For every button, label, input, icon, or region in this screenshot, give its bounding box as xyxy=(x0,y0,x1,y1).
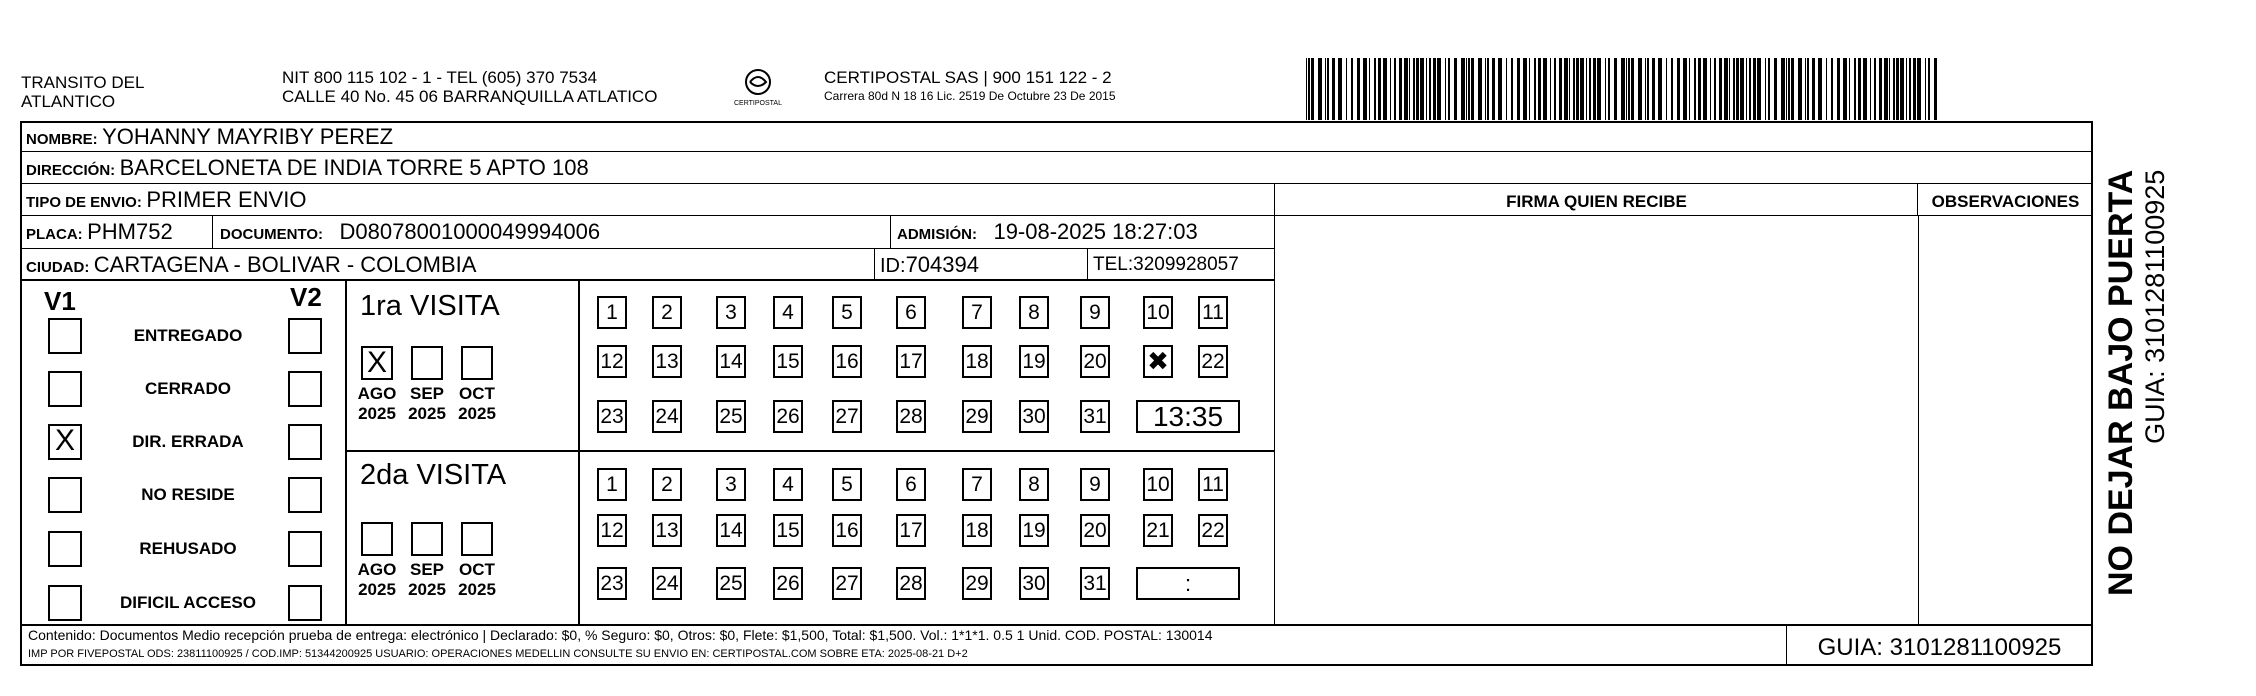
year-label: 2025 xyxy=(408,404,446,423)
barcode-bar xyxy=(1363,58,1367,120)
barcode-bar xyxy=(1569,58,1570,120)
barcode-bar xyxy=(1306,58,1307,120)
barcode-bar xyxy=(1308,58,1310,120)
barcode-bar xyxy=(1369,58,1370,120)
day-box[interactable]: 15 xyxy=(773,514,803,547)
month-checkbox[interactable] xyxy=(411,522,443,556)
barcode-bar xyxy=(1736,58,1739,120)
day-box[interactable]: 18 xyxy=(962,345,992,378)
day-box[interactable]: 2 xyxy=(652,296,682,329)
barcode-bar xyxy=(1889,58,1890,120)
id-label: ID: xyxy=(880,255,906,277)
barcode-bar xyxy=(1677,58,1680,120)
barcode-bar xyxy=(1416,58,1419,120)
carrier-logo xyxy=(728,68,788,112)
barcode-bar xyxy=(1917,58,1921,120)
admission-divider xyxy=(890,216,891,249)
barcode-bar xyxy=(1928,58,1930,120)
barcode-bar xyxy=(1550,58,1551,120)
name-label: NOMBRE: xyxy=(26,131,98,148)
status-label: ENTREGADO xyxy=(133,326,243,345)
barcode-bar xyxy=(1409,58,1410,120)
day-box[interactable]: 24 xyxy=(652,567,682,600)
barcode xyxy=(1306,58,1942,120)
barcode-bar xyxy=(1523,58,1527,120)
day-box[interactable]: 9 xyxy=(1080,296,1110,329)
barcode-bar xyxy=(1749,58,1751,120)
barcode-bar xyxy=(1445,58,1446,120)
day-box[interactable]: 10 xyxy=(1143,468,1173,501)
tel-field xyxy=(1093,254,1239,276)
day-box[interactable]: 13 xyxy=(652,345,682,378)
day-box[interactable]: 31 xyxy=(1080,400,1110,433)
plate-label: PLACA: xyxy=(26,226,83,243)
day-box[interactable]: 27 xyxy=(832,567,862,600)
sender-line-2: ATLANTICO xyxy=(21,92,116,111)
barcode-bar xyxy=(1729,58,1730,120)
barcode-bar xyxy=(1511,58,1513,120)
barcode-graphic xyxy=(1306,58,1942,120)
second-visit-time[interactable]: : xyxy=(1136,567,1240,600)
barcode-bar xyxy=(1311,58,1314,120)
id-field xyxy=(880,252,979,278)
barcode-bar xyxy=(1807,58,1809,120)
barcode-bar xyxy=(1378,58,1381,120)
v1-checkbox[interactable] xyxy=(48,477,82,513)
day-box[interactable]: 19 xyxy=(1019,345,1049,378)
day-box[interactable]: 31 xyxy=(1080,567,1110,600)
barcode-bar xyxy=(1831,58,1833,120)
status-column-divider xyxy=(345,281,347,624)
barcode-bar xyxy=(1554,58,1556,120)
month-checkbox[interactable] xyxy=(411,346,443,380)
barcode-bar xyxy=(1805,58,1806,120)
barcode-bar xyxy=(1394,58,1396,120)
type-label: TIPO DE ENVIO: xyxy=(26,194,142,211)
day-box[interactable]: 5 xyxy=(832,296,862,329)
barcode-bar xyxy=(1478,58,1482,120)
barcode-bar xyxy=(1573,58,1575,120)
v2-checkbox[interactable] xyxy=(288,585,322,621)
side-warning xyxy=(2102,170,2170,596)
year-label: 2025 xyxy=(458,404,496,423)
day-box[interactable]: 22 xyxy=(1198,514,1228,547)
barcode-bar xyxy=(1884,58,1888,120)
v1-checkbox[interactable] xyxy=(48,318,82,354)
barcode-bar xyxy=(1426,58,1427,120)
day-box[interactable]: 8 xyxy=(1019,296,1049,329)
v2-checkbox[interactable] xyxy=(288,371,322,407)
barcode-bar xyxy=(1448,58,1450,120)
barcode-bar xyxy=(1506,58,1507,120)
day-box[interactable]: 14 xyxy=(716,514,746,547)
day-box[interactable]: 2 xyxy=(652,468,682,501)
barcode-bar xyxy=(1492,58,1495,120)
status-label: NO RESIDE xyxy=(141,485,235,504)
admission-value: 19-08-2025 18:27:03 xyxy=(993,219,1198,244)
barcode-bar xyxy=(1390,58,1391,120)
name-field xyxy=(26,124,393,150)
visit-divider xyxy=(345,450,1275,452)
barcode-bar xyxy=(1863,58,1867,120)
day-box[interactable]: 24 xyxy=(652,400,682,433)
barcode-bar xyxy=(1870,58,1871,120)
barcode-bar xyxy=(1318,58,1322,120)
type-field xyxy=(26,187,306,213)
barcode-bar xyxy=(1631,58,1634,120)
day-box[interactable]: 25 xyxy=(716,567,746,600)
day-box[interactable]: 17 xyxy=(896,514,926,547)
day-box[interactable]: 26 xyxy=(773,567,803,600)
barcode-bar xyxy=(1710,58,1711,120)
v1-checkbox[interactable]: X xyxy=(48,424,82,460)
barcode-bar xyxy=(1703,58,1707,120)
barcode-bar xyxy=(1934,58,1937,120)
v1-checkbox[interactable] xyxy=(48,371,82,407)
barcode-bar xyxy=(1812,58,1815,120)
plate-divider xyxy=(212,216,213,249)
barcode-bar xyxy=(1683,58,1687,120)
barcode-bar xyxy=(1564,58,1568,120)
tel-value: 3209928057 xyxy=(1133,254,1239,275)
nit-line: NIT 800 115 102 - 1 - TEL (605) 370 7534 xyxy=(282,68,598,87)
barcode-bar xyxy=(1628,58,1630,120)
barcode-bar xyxy=(1837,58,1840,120)
barcode-bar xyxy=(1327,58,1329,120)
barcode-bar xyxy=(1593,58,1596,120)
day-box[interactable]: 9 xyxy=(1080,468,1110,501)
type-value: PRIMER ENVIO xyxy=(146,187,307,212)
footer-content: Contenido: Documentos Medio recepción prueba de entrega: electrónico | Declarado: $0, % Seguro: $0, Otros: $0, Flete: $1,500, Total: $1,500. Vol.: 1*1*1. 0.5 1 Unid. COD. POSTAL: 130014 xyxy=(28,627,1213,643)
barcode-bar xyxy=(1788,58,1790,120)
day-box[interactable]: 16 xyxy=(832,514,862,547)
day-box[interactable]: 27 xyxy=(832,400,862,433)
barcode-bar xyxy=(1351,58,1353,120)
barcode-bar xyxy=(1608,58,1610,120)
day-box[interactable]: 17 xyxy=(896,345,926,378)
carrier-line: CERTIPOSTAL SAS | 900 151 122 - 2 xyxy=(824,68,1112,87)
day-box[interactable]: 11 xyxy=(1198,468,1228,501)
admission-field xyxy=(897,219,1198,245)
address-field xyxy=(26,155,589,181)
signature-header: FIRMA QUIEN RECIBE xyxy=(1506,192,1687,211)
barcode-bar xyxy=(1689,58,1690,120)
footer-row xyxy=(20,624,2093,626)
document-field xyxy=(220,219,600,245)
status-label: CERRADO xyxy=(145,379,231,398)
barcode-bar xyxy=(1818,58,1822,120)
day-box[interactable]: 8 xyxy=(1019,468,1049,501)
day-box[interactable]: 22 xyxy=(1198,345,1228,378)
day-box[interactable]: 12 xyxy=(597,514,627,547)
day-box[interactable]: 3 xyxy=(716,468,746,501)
v1-checkbox[interactable] xyxy=(48,585,82,621)
plate-field xyxy=(26,219,173,245)
barcode-bar xyxy=(1605,58,1606,120)
barcode-bar xyxy=(1826,58,1827,120)
barcode-bar xyxy=(1647,58,1649,120)
barcode-bar xyxy=(1374,58,1376,120)
v1-checkbox[interactable] xyxy=(48,531,82,567)
day-box[interactable]: 30 xyxy=(1019,400,1049,433)
barcode-bar xyxy=(1461,58,1465,120)
day-box[interactable]: 28 xyxy=(896,400,926,433)
barcode-bar xyxy=(1346,58,1347,120)
side-warning-text: NO DEJAR BAJO PUERTA xyxy=(2102,169,2140,596)
barcode-bar xyxy=(1900,58,1904,120)
barcode-bar xyxy=(1517,58,1520,120)
barcode-bar xyxy=(1746,58,1747,120)
plate-value: PHM752 xyxy=(87,219,173,244)
month-checkbox[interactable] xyxy=(461,522,493,556)
carrier-info xyxy=(824,68,1116,105)
barcode-bar xyxy=(1586,58,1587,120)
day-box[interactable]: 26 xyxy=(773,400,803,433)
month-label: AGO xyxy=(357,384,397,403)
barcode-bar xyxy=(1471,58,1474,120)
month-label: SEP xyxy=(409,560,445,579)
license-line: Carrera 80d N 18 16 Lic. 2519 De Octubre 23 De 2015 xyxy=(824,89,1116,103)
day-box[interactable]: 1 xyxy=(597,296,627,329)
barcode-bar xyxy=(1658,58,1662,120)
day-box[interactable]: 6 xyxy=(896,468,926,501)
barcode-bar xyxy=(1433,58,1436,120)
day-box[interactable]: 20 xyxy=(1080,514,1110,547)
barcode-bar xyxy=(1786,58,1787,120)
barcode-bar xyxy=(1420,58,1424,120)
barcode-bar xyxy=(1666,58,1667,120)
barcode-bar xyxy=(1437,58,1441,120)
v2-checkbox[interactable] xyxy=(288,424,322,460)
barcode-bar xyxy=(1580,58,1584,120)
day-box[interactable]: 20 xyxy=(1080,345,1110,378)
barcode-bar xyxy=(1798,58,1802,120)
day-box[interactable]: 29 xyxy=(962,567,992,600)
day-box[interactable]: 23 xyxy=(597,400,627,433)
observations-header: OBSERVACIONES xyxy=(1931,192,2080,211)
first-visit-time[interactable]: 13:35 xyxy=(1136,400,1240,433)
address-line: CALLE 40 No. 45 06 BARRANQUILLA ATLATICO xyxy=(282,87,658,106)
city-field xyxy=(26,252,476,278)
sender-contact xyxy=(282,68,657,106)
day-box[interactable]: 18 xyxy=(962,514,992,547)
barcode-bar xyxy=(1614,58,1617,120)
day-box[interactable]: 4 xyxy=(773,296,803,329)
barcode-bar xyxy=(1576,58,1579,120)
barcode-bar xyxy=(1768,58,1770,120)
barcode-bar xyxy=(1740,58,1744,120)
year-label: 2025 xyxy=(358,580,396,599)
day-box[interactable]: 14 xyxy=(716,345,746,378)
barcode-bar xyxy=(1849,58,1850,120)
v2-label: V2 xyxy=(290,282,322,312)
barcode-bar xyxy=(1399,58,1402,120)
barcode-bar xyxy=(1913,58,1916,120)
carrier-logo-text: CERTIPOSTAL xyxy=(734,100,782,107)
day-box[interactable]: 5 xyxy=(832,468,862,501)
barcode-bar xyxy=(1724,58,1728,120)
barcode-bar xyxy=(1893,58,1895,120)
day-box[interactable]: 1 xyxy=(597,468,627,501)
barcode-bar xyxy=(1413,58,1415,120)
barcode-bar xyxy=(1626,58,1627,120)
barcode-bar xyxy=(1589,58,1591,120)
day-box[interactable]: 19 xyxy=(1019,514,1049,547)
day-box[interactable]: 28 xyxy=(896,567,926,600)
day-box[interactable]: 16 xyxy=(832,345,862,378)
barcode-bar xyxy=(1906,58,1907,120)
v2-checkbox[interactable] xyxy=(288,318,322,354)
day-box[interactable]: 13 xyxy=(652,514,682,547)
barcode-bar xyxy=(1621,58,1625,120)
day-box[interactable]: 29 xyxy=(962,400,992,433)
barcode-bar xyxy=(1909,58,1911,120)
day-box[interactable]: 15 xyxy=(773,345,803,378)
barcode-bar xyxy=(1466,58,1467,120)
tel-label: TEL: xyxy=(1093,254,1134,275)
month-checkbox[interactable] xyxy=(461,346,493,380)
barcode-bar xyxy=(1854,58,1856,120)
city-value: CARTAGENA - BOLIVAR - COLOMBIA xyxy=(93,252,477,277)
barcode-bar xyxy=(1357,58,1360,120)
barcode-bar xyxy=(1498,58,1502,120)
tel-divider xyxy=(1087,249,1088,281)
year-label: 2025 xyxy=(358,404,396,423)
day-box[interactable]: 3 xyxy=(716,296,746,329)
month-label: SEP xyxy=(409,384,445,403)
address-label: DIRECCIÓN: xyxy=(26,162,116,179)
id-value: 704394 xyxy=(905,252,979,277)
barcode-bar xyxy=(1719,58,1722,120)
barcode-bar xyxy=(1429,58,1431,120)
id-divider xyxy=(874,249,875,281)
second-visit-title: 2da VISITA xyxy=(360,459,507,491)
month-checkbox[interactable]: X xyxy=(361,346,393,380)
barcode-bar xyxy=(1757,58,1761,120)
month-label: OCT xyxy=(459,384,495,403)
day-box[interactable]: 7 xyxy=(962,468,992,501)
footer-guia: GUIA: 3101281100925 xyxy=(1817,634,2062,661)
sender-name xyxy=(21,73,144,111)
barcode-bar xyxy=(1454,58,1457,120)
day-box[interactable]: 23 xyxy=(597,567,627,600)
month-column-divider xyxy=(578,281,580,624)
day-box[interactable]: 6 xyxy=(896,296,926,329)
barcode-bar xyxy=(1879,58,1882,120)
side-guia-text: GUIA: 3101281100925 xyxy=(2140,169,2170,444)
day-box[interactable]: 25 xyxy=(716,400,746,433)
barcode-bar xyxy=(1534,58,1536,120)
barcode-bar xyxy=(1645,58,1646,120)
status-label: DIFICIL ACCESO xyxy=(119,593,256,612)
barcode-bar xyxy=(1714,58,1716,120)
month-checkbox[interactable] xyxy=(361,522,393,556)
barcode-bar xyxy=(1487,58,1489,120)
barcode-bar xyxy=(1543,58,1547,120)
barcode-bar xyxy=(1753,58,1756,120)
barcode-bar xyxy=(1874,58,1876,120)
day-box[interactable]: 10 xyxy=(1143,296,1173,329)
barcode-bar xyxy=(1383,58,1387,120)
document-value: D08078001000049994006 xyxy=(339,219,601,244)
barcode-bar xyxy=(1694,58,1696,120)
barcode-bar xyxy=(1559,58,1562,120)
day-box[interactable]: ✖ xyxy=(1143,345,1173,378)
barcode-bar xyxy=(1597,58,1601,120)
barcode-bar xyxy=(1468,58,1470,120)
barcode-bar xyxy=(1404,58,1408,120)
barcode-bar xyxy=(1671,58,1673,120)
v2-checkbox[interactable] xyxy=(288,531,322,567)
barcode-bar xyxy=(1843,58,1847,120)
year-label: 2025 xyxy=(458,580,496,599)
barcode-bar xyxy=(1774,58,1777,120)
barcode-bar xyxy=(1485,58,1486,120)
year-label: 2025 xyxy=(408,580,446,599)
barcode-bar xyxy=(1698,58,1701,120)
month-label: OCT xyxy=(459,560,495,579)
day-box[interactable]: 11 xyxy=(1198,296,1228,329)
barcode-bar xyxy=(1925,58,1926,120)
sender-line-1: TRANSITO DEL xyxy=(21,73,145,92)
signature-area xyxy=(1918,216,1919,624)
first-visit-title: 1ra VISITA xyxy=(360,290,500,322)
barcode-bar xyxy=(1765,58,1766,120)
day-box[interactable]: 12 xyxy=(597,345,627,378)
barcode-bar xyxy=(1896,58,1899,120)
barcode-bar xyxy=(1638,58,1642,120)
footer-print-info: IMP POR FIVEPOSTAL ODS: 23811100925 / COD.IMP: 51344200925 USUARIO: OPERACIONES MEDELLIN CONSULTE SU ENVIO EN: CERTIPOSTAL.COM SOBRE ETA: 2025-08-21 D+2 xyxy=(28,648,968,660)
name-value: YOHANNY MAYRIBY PEREZ xyxy=(102,124,394,149)
barcode-bar xyxy=(1791,58,1794,120)
status-label: DIR. ERRADA xyxy=(132,432,244,451)
address-value: BARCELONETA DE INDIA TORRE 5 APTO 108 xyxy=(119,155,589,180)
barcode-bar xyxy=(1538,58,1541,120)
city-label: CIUDAD: xyxy=(26,259,90,276)
barcode-bar xyxy=(1652,58,1655,120)
v2-checkbox[interactable] xyxy=(288,477,322,513)
barcode-bar xyxy=(1332,58,1335,120)
day-box[interactable]: 30 xyxy=(1019,567,1049,600)
admission-label: ADMISIÓN: xyxy=(897,226,977,243)
month-label: AGO xyxy=(357,560,397,579)
document-label: DOCUMENTO: xyxy=(220,226,324,243)
barcode-bar xyxy=(1733,58,1735,120)
barcode-bar xyxy=(1781,58,1785,120)
barcode-bar xyxy=(1529,58,1530,120)
barcode-bar xyxy=(1338,58,1342,120)
day-box[interactable]: 4 xyxy=(773,468,803,501)
barcode-bar xyxy=(1325,58,1326,120)
barcode-bar xyxy=(1858,58,1861,120)
day-box[interactable]: 21 xyxy=(1143,514,1173,547)
day-box[interactable]: 7 xyxy=(962,296,992,329)
v1-label: V1 xyxy=(44,286,76,316)
status-label: REHUSADO xyxy=(139,539,237,558)
